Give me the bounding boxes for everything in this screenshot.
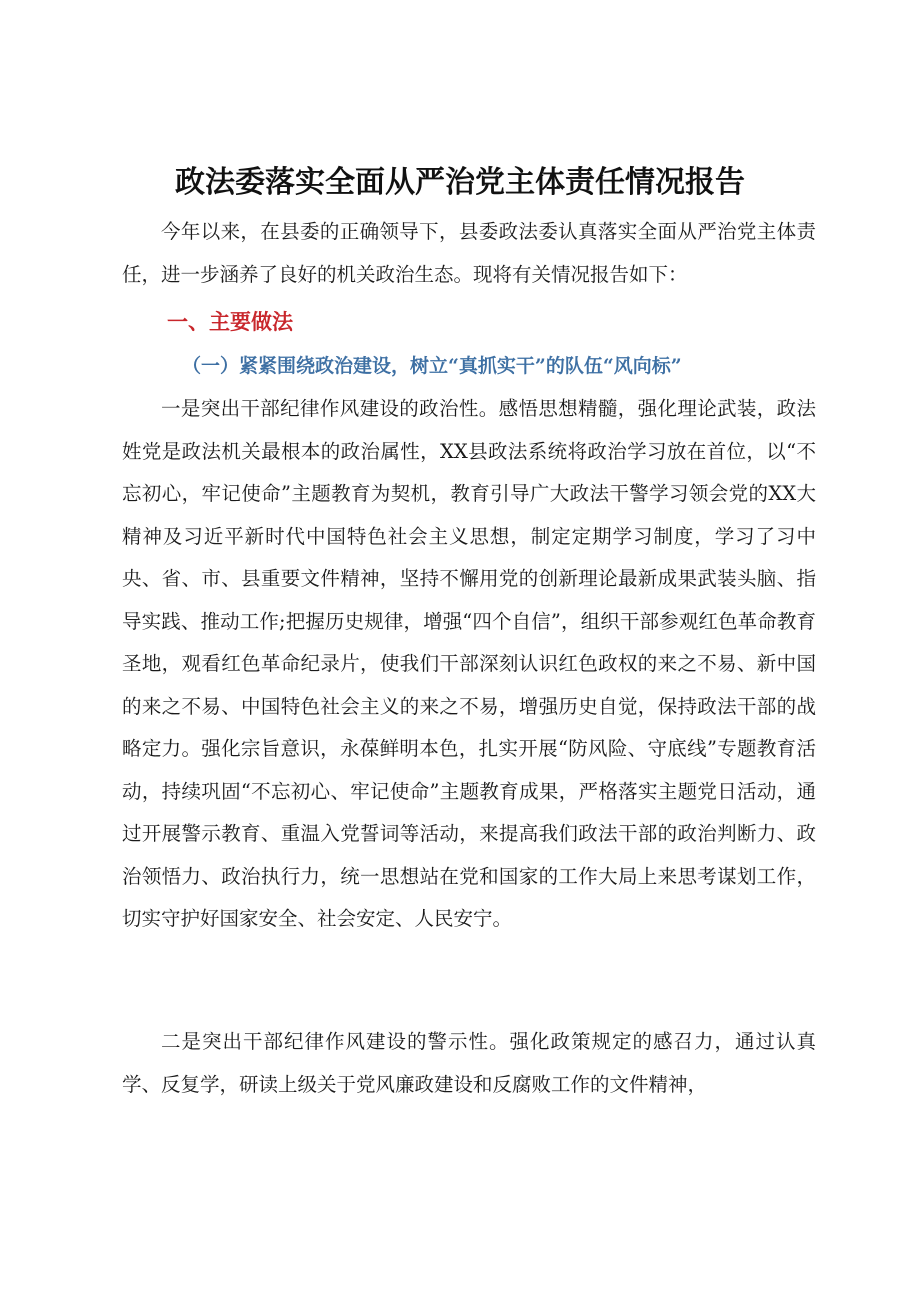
- body-paragraph: 二是突出干部纪律作风建设的警示性。强化政策规定的感召力，通过认真学、反复学，研读上级关于党风廉政建设和反腐败工作的文件精神，: [122, 1030, 816, 1096]
- body-paragraph: 一是突出干部纪律作风建设的政治性。感悟思想精髓，强化理论武装，政法姓党是政法机关最根本的政治属性，XX县政法系统将政治学习放在首位，以“不忘初心，牢记使命”主题教育为契机，教育引导广大政法干警学习领会党的XX大精神及习近平新时代中国特色社会主义思想，制定定期学习制度，学习了习中央、省、市、县重要文件精神，坚持不懈用党的创新理论最新成果武装头脑、指导实践、推动工作;把握历史规律，增强“四个自信”，组织干部参观红色革命教育圣地，观看红色革命纪录片，使我们干部深刻认识红色政权的来之不易、新中国的来之不易、中国特色社会主义的来之不易，增强历史自觉，保持政法干部的战略定力。强化宗旨意识，永葆鲜明本色，扎实开展“防风险、守底线”专题教育活动，持续巩固“不忘初心、牢记使命”主题教育成果，严格落实主题党日活动，通过开展警示教育、重温入党誓词等活动，来提高我们政法干部的政治判断力、政治领悟力、政治执行力，统一思想站在党和国家的工作大局上来思考谋划工作，切实守护好国家安全、社会安定、人民安宁。: [122, 397, 816, 930]
- section-heading-main-practices: 一、主要做法: [167, 310, 293, 334]
- intro-paragraph: 今年以来，在县委的正确领导下，县委政法委认真落实全面从严治党主体责任，进一步涵养了良好的机关政治生态。现将有关情况报告如下：: [122, 220, 816, 286]
- document-title: 政法委落实全面从严治党主体责任情况报告: [175, 165, 745, 200]
- subsection-heading-political-building: （一）紧紧围绕政治建设，树立“真抓实干”的队伍“风向标”: [182, 355, 682, 377]
